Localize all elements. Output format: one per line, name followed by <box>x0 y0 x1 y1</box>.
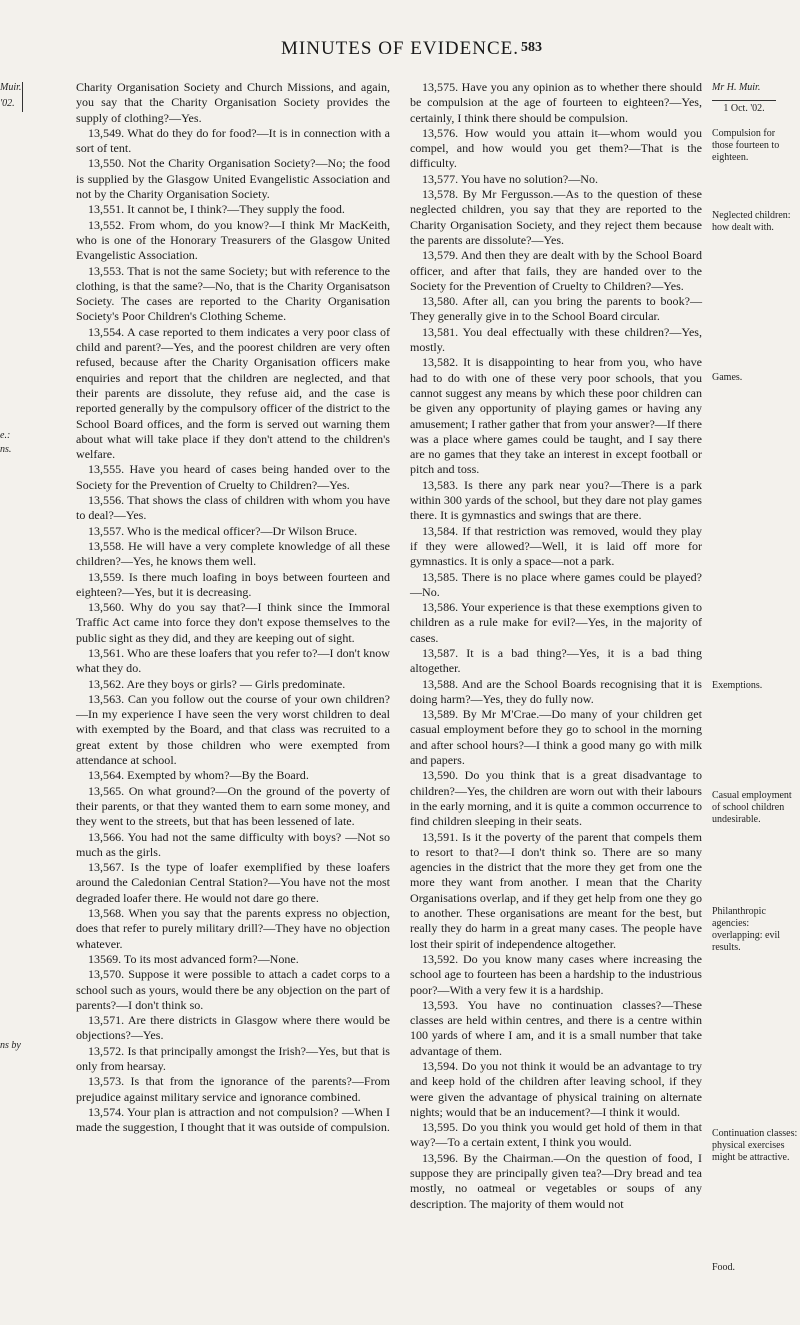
paragraph: 13,557. Who is the medical officer?—Dr Wilson Bruce. <box>88 523 358 538</box>
paragraph: 13,552. From whom, do you know?—I think Mr MacKeith, who is one of the Honorary Treasurers of the Glasgow United Evangelistic Association. <box>76 217 390 263</box>
paragraph: 13,587. It is a bad thing?—Yes, it is a bad thing altogether. <box>410 645 702 676</box>
left-column <box>76 80 390 1135</box>
paragraph: 13,551. It cannot be, I think?—They supply the food. <box>88 202 345 217</box>
margin-note-games: Games. <box>712 372 743 383</box>
paragraph: Charity Organisation Society and Church Missions, and again, you say that the Charity Organisation Society provides the supply of clothing?—Yes. <box>76 80 390 125</box>
paragraph: 13,584. If that restriction was removed, would they play if they were allowed?—Well, it is laid off more for gymnastics. It is only a space—not a park. <box>410 523 702 569</box>
paragraph: 13,567. Is the type of loafer exemplified by these loafers around the Caledonian Central Station?—You have not the most degraded loafer there. He would not dare go there. <box>76 860 390 905</box>
paragraph: 13,588. And are the School Boards recognising that it is doing harm?—Yes, they do fully now. <box>410 676 702 706</box>
paragraph: 13,568. When you say that the parents express no objection, does that refer to purely military drill?—They have no objection whatever. <box>76 906 390 951</box>
margin-note-exemptions: Exemptions. <box>712 680 763 691</box>
paragraph: 13,595. Do you think you would get hold of them in that way?—To a certain extent, I think you would. <box>410 1120 702 1150</box>
margin-note-date: 1 Oct. '02. <box>712 100 776 115</box>
paragraph: 13,583. Is there any park near you?—There is a park within 300 yards of the school, but they dare not play games there. It is gymnastics and swings that are there. <box>410 477 702 523</box>
margin-note-year: '02. <box>0 98 15 109</box>
running-title: MINUTES OF EVIDENCE. <box>281 38 519 59</box>
paragraph: 13,561. Who are these loafers that you refer to?—I don't know what they do. <box>76 645 390 676</box>
paragraph: 13,576. How would you attain it—whom would you compel, and how would you get them?—That is the difficulty. <box>410 125 702 171</box>
page-header <box>0 30 800 60</box>
paragraph: 13,564. Exempted by whom?—By the Board. <box>88 768 309 783</box>
paragraph: 13,590. Do you think that is a great disadvantage to children?—Yes, the children are worn out with their labours in the early morning, and it is quite a common occurrence to find children sleeping in their seats. <box>410 768 702 829</box>
paragraph: 13,585. There is no place where games could be played?—No. <box>410 569 702 599</box>
paragraph: 13,554. A case reported to them indicates a very poor class of child and parent?—Yes, and the poorest children are very often refused, because after the Charity Organisation officers make enquiries and report that the children are neglected, and that their parents are dissolute, they refuse aid, and the case is reported generally by the compulsory officer of the district to the School Board offices, and the form is served out warning them about what will take place if they don't attend to the children's welfare. <box>76 324 390 462</box>
margin-note-casual-employment: Casual employment of school children undesirable. <box>712 790 792 825</box>
paragraph: 13,560. Why do you say that?—I think since the Immoral Traffic Act came into force they don't expose themselves to the public sight as they did, and they are keeping out of sight. <box>76 600 390 645</box>
paragraph: 13,570. Suppose it were possible to attach a cadet corps to a school such as yours, would there be any objection on the part of parents?—I don't think so. <box>76 967 390 1012</box>
paragraph: 13,582. It is disappointing to hear from you, who have had to do with one of these very poor schools, that you cannot suggest any means by which these poor children can be given any opportunity of playing games or having any amusement; I rather gather that from your answer?—If there was a place where games could be taught, and I say there are no games that they take an interest in except football or pitch and toss. <box>410 355 702 477</box>
paragraph: 13,586. Your experience is that these exemptions given to children as a rule make for evil?—Yes, in the majority of cases. <box>410 600 702 645</box>
paragraph: 13,566. You had not the same difficulty with boys? —Not so much as the girls. <box>76 829 390 859</box>
paragraph: 13,555. Have you heard of cases being handed over to the Society for the Prevention of Cruelty to Children?—Yes. <box>76 462 390 492</box>
margin-note-witness-name: Mr H. Muir. <box>712 82 761 93</box>
paragraph: 13,571. Are there districts in Glasgow where there would be objections?—Yes. <box>76 1013 390 1043</box>
paragraph: 13,577. You have no solution?—No. <box>422 171 599 186</box>
paragraph: 13,549. What do they do for food?—It is in connection with a sort of tent. <box>76 125 390 156</box>
paragraph: 13569. To its most advanced form?—None. <box>88 951 299 966</box>
right-column <box>410 80 702 1212</box>
margin-note-fragment-a: e.: <box>0 430 11 441</box>
paragraph: 13,580. After all, can you bring the parents to book?—They generally give in to the School Board circular. <box>410 294 702 324</box>
paragraph: 13,574. Your plan is attraction and not compulsion? —When I made the suggestion, I thought that it was outside of compulsion. <box>76 1104 390 1135</box>
paragraph: 13,591. Is it the poverty of the parent that compels them to resort to that?—I don't think so. There are so many agencies in the district that the more they get from one the more they want from another. I mean that the Charity Organisations overlap, and if they get help from one they go to another. These organisations are meant for the best, but really they do harm in a great many cases. The people have lost their spirit of independence altogether. <box>410 829 702 951</box>
paragraph: 13,589. By Mr M'Crae.—Do many of your children get casual employment before they go to school in the morning and after school hours?—I think a good many go with milk and papers. <box>410 707 702 768</box>
paragraph: 13,559. Is there much loafing in boys between fourteen and eighteen?—Yes, but it is decreasing. <box>76 569 390 599</box>
paragraph: 13,593. You have no continuation classes?—These classes are held within centres, and there is a centre within 100 yards of where I am, and it is a small number that take advantage of them. <box>410 997 702 1058</box>
margin-note-fragment-b: ns. <box>0 444 12 455</box>
paragraph: 13,592. Do you know many cases where increasing the school age to fourteen has been a hardship to the industrious poor?—With a very few it is a hardship. <box>410 951 702 997</box>
paragraph: 13,594. Do you not think it would be an advantage to try and keep hold of the children after leaving school, if they were given the advantage of physical training on alternate nights; would that be an inducement?—I think it would. <box>410 1059 702 1119</box>
paragraph: 13,579. And then they are dealt with by the School Board officer, and after that fails, they are handed over to the Society for the Prevention of Cruelty to Children?—Yes. <box>410 248 702 293</box>
paragraph: 13,565. On what ground?—On the ground of the poverty of their parents, or that they wanted them to earn some money, and they went to the streets, but that has been lessened of late. <box>76 783 390 829</box>
paragraph: 13,573. Is that from the ignorance of the parents?—From prejudice against military service and ignorance combined. <box>76 1074 390 1104</box>
paragraph: 13,556. That shows the class of children with whom you have to deal?—Yes. <box>76 493 390 523</box>
margin-note-food: Food. <box>712 1262 736 1273</box>
paragraph: 13,578. By Mr Fergusson.—As to the question of these neglected children, you say that they are reported to the Charity Organisation Society, and they reject them because the parents are dissolute?—Yes. <box>410 187 702 247</box>
paragraph: 13,572. Is that principally amongst the Irish?—Yes, but that is only from hearsay. <box>76 1043 390 1073</box>
page-number: 583 <box>521 40 542 55</box>
paragraph: 13,550. Not the Charity Organisation Society?—No; the food is supplied by the Glasgow United Evangelistic Association and not by the Charity Organisation Society. <box>76 156 390 202</box>
paragraph: 13,581. You deal effectually with these children?—Yes, mostly. <box>410 324 702 355</box>
paragraph: 13,596. By the Chairman.—On the question of food, I suppose they are principally given tea?—Dry bread and tea mostly, no oatmeal or vegetables or soups of any description. The majority of them would not <box>410 1150 702 1211</box>
paragraph: 13,563. Can you follow out the course of your own children?—In my experience I have seen the very worst children to deal with exempted by the Board, and that class was recruited to a great extent by those children who were exempted from attendance at school. <box>76 691 390 768</box>
paragraph: 13,575. Have you any opinion as to whether there should be compulsion at the age of fourteen to eighteen?—Yes, certainly, I think there should be compulsion. <box>410 80 702 125</box>
margin-note-philanthropic: Philanthropic agencies: overlapping: evil results. <box>712 906 781 953</box>
margin-note-witness: Muir. <box>0 82 22 93</box>
margin-note-continuation: Continuation classes: physical exercises might be attractive. <box>712 1128 798 1163</box>
paragraph: 13,558. He will have a very complete knowledge of all these children?—Yes, he knows them well. <box>76 538 390 569</box>
margin-note-fragment-c: ns by <box>0 1040 21 1051</box>
paragraph: 13,553. That is not the same Society; but with reference to the clothing, is that the same?—No, that is the Charity Organisatson Society. The cases are reported to the Charity Organisation Society's Poor Children's Clothing Scheme. <box>76 263 390 324</box>
margin-note-neglected: Neglected children: how dealt with. <box>712 210 791 233</box>
paragraph: 13,562. Are they boys or girls? — Girls predominate. <box>88 676 346 691</box>
margin-note-compulsion: Compulsion for those fourteen to eighteen. <box>712 128 780 163</box>
